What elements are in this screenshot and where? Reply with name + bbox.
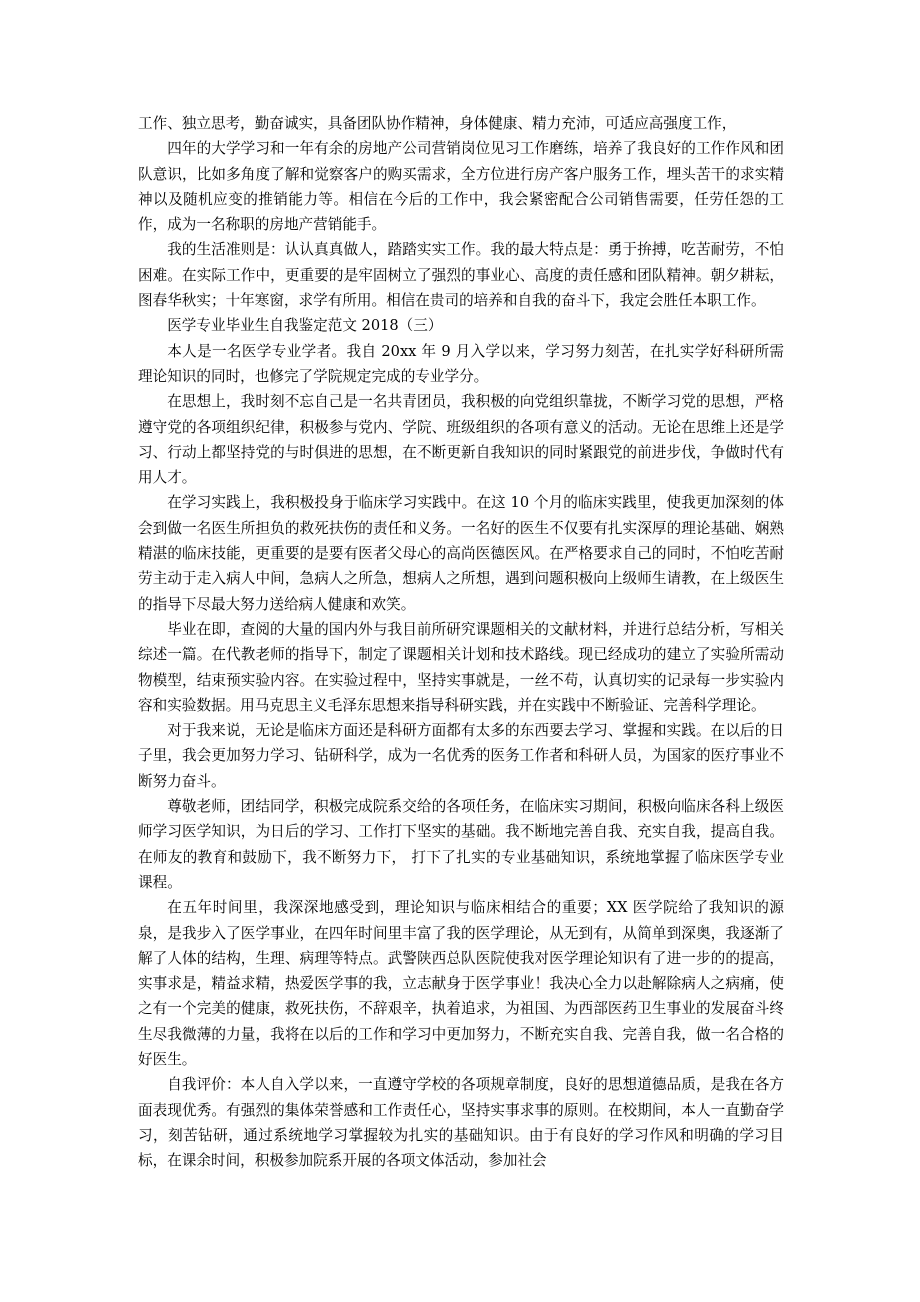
paragraph-five-years: 在五年时间里，我深深地感受到，理论知识与临床相结合的重要；XX 医学院给了我知识的源泉，是我步入了医学事业，在四年时间里丰富了我的医学理论，从无到有，从简单到深奥，我逐渐了解了人体的结构，生理、病理等特点。武警陕西总队医院使我对医学理论知识有了进一步的的提高，实事求是，精益求精，热爱医学事的我，立志献身于医学事业！我决心全力以赴解除病人之病痛，使之有一个完美的健康，救死扶伤，不辞艰辛，执着追求，为祖国、为西部医药卫生事业的发展奋斗终生尽我微薄的力量，我将在以后的工作和学习中更加努力，不断充实自我、完善自我，做一名合格的好医生。 — [138, 899, 784, 1068]
paragraph-research: 毕业在即，查阅的大量的国内外与我目前所研究课题相关的文献材料，并进行总结分析，写相关综述一篇。在代教老师的指导下，制定了课题相关计划和技术路线。现已经成功的建立了实验所需动物模型，结束预实验内容。在实验过程中，坚持实事就是，一丝不苟，认真切实的记录每一步实验内容和实验数据。用马克思主义毛泽东思想来指导科研实践，并在实践中不断验证、完善科学理论。 — [138, 620, 784, 714]
paragraph-ideology: 在思想上，我时刻不忘自己是一名共青团员，我积极的向党组织靠拢，不断学习党的思想，严格遵守党的各项组织纪律，积极参与党内、学院、班级组织的各项有意义的活动。无论在思维上还是学习、行动上都坚持党的与时俱进的思想，在不断更新自我知识的同时紧跟党的前进步伐，争做时代有用人才。 — [138, 393, 784, 487]
paragraph-clinical-practice: 在学习实践上，我积极投身于临床学习实践中。在这 10 个月的临床实践里，使我更加深刻的体会到做一名医生所担负的救死扶伤的责任和义务。一名好的医生不仅要有扎实深厚的理论基础、娴熟精湛的临床技能，更重要的是要有医者父母心的高尚医德医风。在严格要求自己的同时，不怕吃苦耐劳主动于走入病人中间，急病人之所急，想病人之所想，遇到问题积极向上级师生请教，在上级医生的指导下尽最大努力送给病人健康和欢笑。 — [138, 494, 784, 613]
paragraph-self-evaluation: 自我评价：本人自入学以来，一直遵守学校的各项规章制度，良好的思想道德品质，是我在各方面表现优秀。有强烈的集体荣誉感和工作责任心，坚持实事求事的原则。在校期间，本人一直勤奋学习，刻苦钻研，通过系统地学习掌握较为扎实的基础知识。由于有良好的学习作风和明确的学习目标，在课余时间，积极参加院系开展的各项文体活动，参加社会 — [138, 1076, 784, 1170]
paragraph-intro: 本人是一名医学专业学者。我自 20xx 年 9 月入学以来，学习努力刻苦，在扎实学好科研所需理论知识的同时，也修完了学院规定完成的专业学分。 — [138, 342, 784, 385]
paragraph-future: 对于我来说，无论是临床方面还是科研方面都有太多的东西要去学习、掌握和实践。在以后的日子里，我会更加努力学习、钻研科学，成为一名优秀的医务工作者和科研人员，为国家的医疗事业不断努力奋斗。 — [138, 722, 784, 790]
section-heading: 医学专业毕业生自我鉴定范文 2018（三） — [167, 317, 443, 335]
paragraph-continued: 工作、独立思考，勤奋诚实，具备团队协作精神，身体健康、精力充沛，可适应高强度工作， — [138, 115, 737, 132]
document-body — [138, 111, 784, 1173]
paragraph-life-principles: 我的生活准则是：认认真真做人，踏踏实实工作。我的最大特点是：勇于拚搏，吃苦耐劳，不怕困难。在实际工作中，更重要的是牢固树立了强烈的事业心、高度的责任感和团队精神。朝夕耕耘，图春华秋实；十年寒窗，求学有所用。相信在贵司的培养和自我的奋斗下，我定会胜任本职工作。 — [138, 241, 784, 310]
paragraph-respect: 尊敬老师，团结同学，积极完成院系交给的各项任务，在临床实习期间，积极向临床各科上级医师学习医学知识，为日后的学习、工作打下坚实的基础。我不断地完善自我、充实自我，提高自我。在师友的教育和鼓励下，我不断努力下， 打下了扎实的专业基础知识，系统地掌握了临床医学专业课程。 — [138, 798, 784, 891]
paragraph-internship: 四年的大学学习和一年有余的房地产公司营销岗位见习工作磨练，培养了我良好的工作作风和团队意识，比如多角度了解和觉察客户的购买需求，全方位进行房产客户服务工作，埋头苦干的求实精神以及随机应变的推销能力等。相信在今后的工作中，我会紧密配合公司销售需要，任劳任怨的工作，成为一名称职的房地产营销能手。 — [138, 140, 784, 234]
